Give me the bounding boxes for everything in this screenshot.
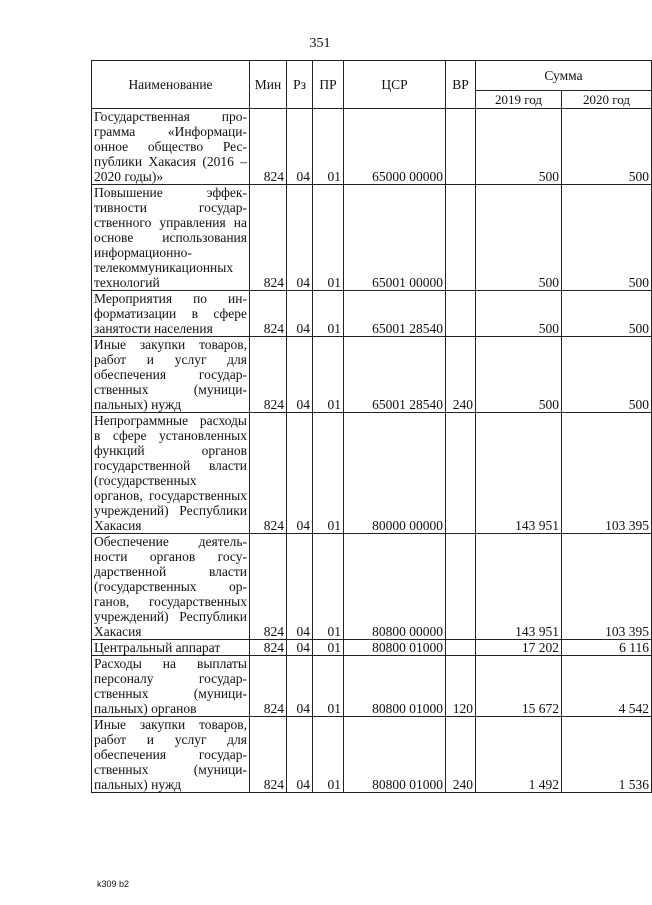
row-vr <box>446 413 476 534</box>
row-pr: 01 <box>313 640 344 656</box>
table-row <box>92 534 652 640</box>
header-vr: ВР <box>446 61 476 109</box>
row-sum-2019: 1 492 <box>476 717 562 793</box>
row-csr: 65001 28540 <box>344 337 446 413</box>
row-csr: 80800 01000 <box>344 640 446 656</box>
row-pr: 01 <box>313 717 344 793</box>
budget-table <box>91 60 652 793</box>
row-rz: 04 <box>287 337 313 413</box>
row-rz: 04 <box>287 717 313 793</box>
table-row <box>92 656 652 717</box>
row-csr: 80800 00000 <box>344 534 446 640</box>
row-sum-2020: 500 <box>562 337 652 413</box>
row-csr: 65001 28540 <box>344 291 446 337</box>
header-csr: ЦСР <box>344 61 446 109</box>
header-sum: Сумма <box>476 61 652 91</box>
row-name: Расходы на выплаты персоналу государственных (муниципальных) органов <box>92 656 250 717</box>
header-year-2019: 2019 год <box>476 91 562 109</box>
header-min: Мин <box>250 61 287 109</box>
header-name: Наименование <box>92 61 250 109</box>
row-sum-2020: 500 <box>562 291 652 337</box>
row-pr: 01 <box>313 534 344 640</box>
table-row <box>92 337 652 413</box>
row-rz: 04 <box>287 640 313 656</box>
table-row <box>92 291 652 337</box>
row-csr: 65001 00000 <box>344 185 446 291</box>
row-min: 824 <box>250 291 287 337</box>
row-rz: 04 <box>287 291 313 337</box>
row-rz: 04 <box>287 185 313 291</box>
row-sum-2020: 103 395 <box>562 534 652 640</box>
row-name: Мероприятия по информатизации в сфере занятости населения <box>92 291 250 337</box>
row-sum-2020: 500 <box>562 109 652 185</box>
row-pr: 01 <box>313 109 344 185</box>
row-sum-2019: 17 202 <box>476 640 562 656</box>
row-min: 824 <box>250 640 287 656</box>
row-min: 824 <box>250 717 287 793</box>
table-row <box>92 109 652 185</box>
row-min: 824 <box>250 337 287 413</box>
footer-code: k309 b2 <box>97 879 130 889</box>
row-sum-2020: 4 542 <box>562 656 652 717</box>
table-body <box>92 109 652 793</box>
row-pr: 01 <box>313 337 344 413</box>
row-sum-2019: 143 951 <box>476 534 562 640</box>
row-vr: 240 <box>446 717 476 793</box>
row-csr: 65000 00000 <box>344 109 446 185</box>
row-name: Обеспечение деятельности органов государственной власти (государственных органов, государственных учреждений) Республики Хакасия <box>92 534 250 640</box>
row-vr <box>446 291 476 337</box>
row-min: 824 <box>250 109 287 185</box>
row-name: Повышение эффективности государственного управления на основе использования информационно-телекоммуникационных технологий <box>92 185 250 291</box>
row-pr: 01 <box>313 185 344 291</box>
row-sum-2020: 1 536 <box>562 717 652 793</box>
row-sum-2019: 15 672 <box>476 656 562 717</box>
row-pr: 01 <box>313 413 344 534</box>
row-sum-2020: 6 116 <box>562 640 652 656</box>
row-pr: 01 <box>313 291 344 337</box>
header-year-2020: 2020 год <box>562 91 652 109</box>
row-vr <box>446 640 476 656</box>
row-vr <box>446 534 476 640</box>
row-sum-2019: 500 <box>476 291 562 337</box>
row-sum-2020: 103 395 <box>562 413 652 534</box>
table-row <box>92 413 652 534</box>
row-rz: 04 <box>287 413 313 534</box>
table-row <box>92 640 652 656</box>
row-pr: 01 <box>313 656 344 717</box>
table-row <box>92 185 652 291</box>
row-vr <box>446 185 476 291</box>
row-csr: 80800 01000 <box>344 717 446 793</box>
row-min: 824 <box>250 185 287 291</box>
row-csr: 80000 00000 <box>344 413 446 534</box>
row-vr: 120 <box>446 656 476 717</box>
row-rz: 04 <box>287 109 313 185</box>
header-pr: ПР <box>313 61 344 109</box>
row-name: Непрограммные расходы в сфере установленных функций органов государственной власти (государственных органов, государственных учреждений) Республики Хакасия <box>92 413 250 534</box>
row-min: 824 <box>250 534 287 640</box>
row-name: Центральный аппарат <box>92 640 250 656</box>
row-name: Иные закупки товаров, работ и услуг для обеспечения государственных (муниципальных) нужд <box>92 337 250 413</box>
row-sum-2019: 500 <box>476 337 562 413</box>
row-sum-2020: 500 <box>562 185 652 291</box>
row-name: Иные закупки товаров, работ и услуг для обеспечения государственных (муниципальных) нужд <box>92 717 250 793</box>
row-vr <box>446 109 476 185</box>
page-number: 351 <box>309 36 331 51</box>
header-rz: Рз <box>287 61 313 109</box>
row-min: 824 <box>250 656 287 717</box>
row-sum-2019: 500 <box>476 185 562 291</box>
row-rz: 04 <box>287 534 313 640</box>
row-name: Государственная программа «Информационное общество Республики Хакасия (2016 – 2020 годы)» <box>92 109 250 185</box>
row-sum-2019: 143 951 <box>476 413 562 534</box>
table-row <box>92 717 652 793</box>
row-vr: 240 <box>446 337 476 413</box>
row-sum-2019: 500 <box>476 109 562 185</box>
row-rz: 04 <box>287 656 313 717</box>
row-csr: 80800 01000 <box>344 656 446 717</box>
row-min: 824 <box>250 413 287 534</box>
